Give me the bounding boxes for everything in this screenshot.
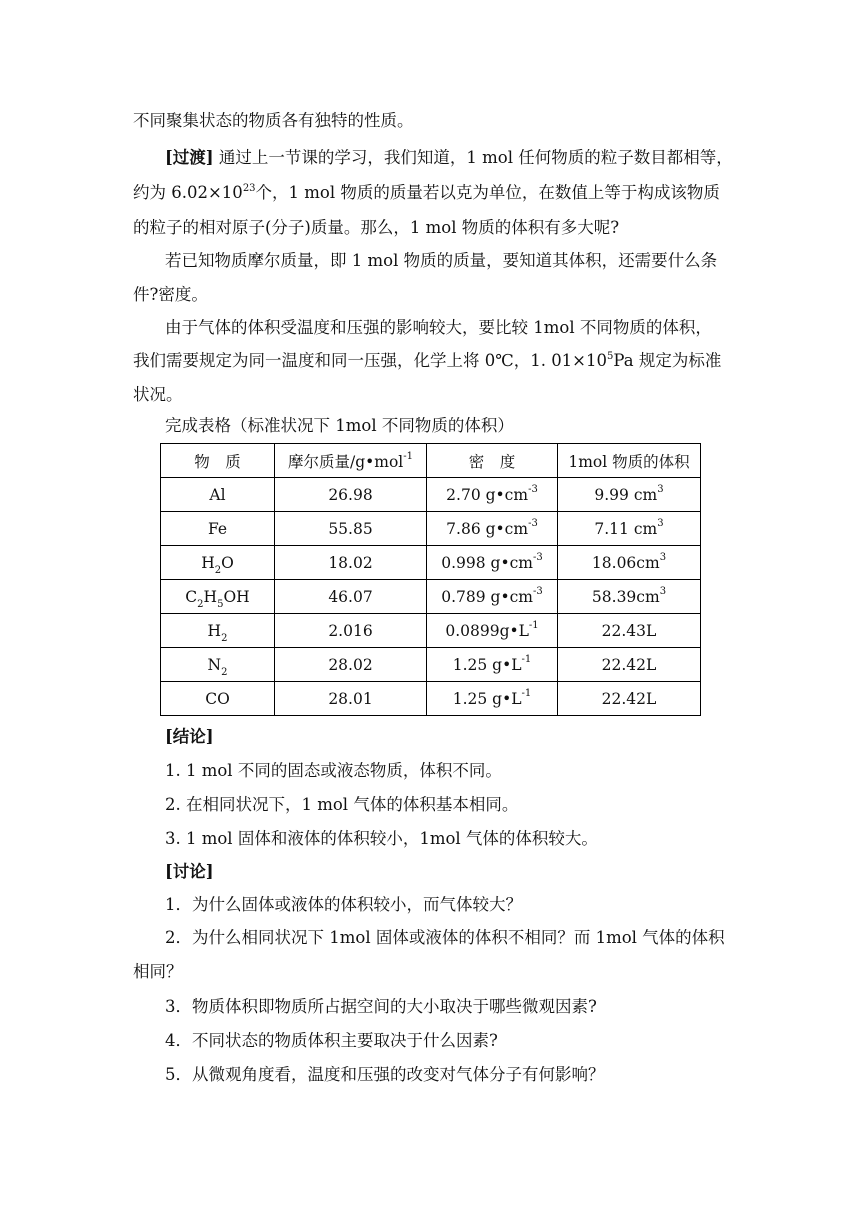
cell-text: -3 [533,552,543,564]
transition-text-1: 通过上一节课的学习，我们知道，1 mol 任何物质的粒子数目都相等， [218,148,733,167]
cell-text: OH [223,587,250,606]
header-molar-mass [275,444,427,478]
cell-text: 0.789 g•cm [441,587,533,606]
cell-text: 2 [197,598,204,610]
cell-text: Al [209,485,226,504]
cell-density [427,614,558,648]
header-volume: 1mol 物质的体积 [558,444,701,478]
cell-density [427,682,558,716]
cell-text: -3 [533,586,543,598]
standard-text-2a: 我们需要规定为同一温度和同一压强，化学上将 0℃，1. 01×10 [133,351,608,370]
cell-volume [558,512,701,546]
transition-line-1 [165,141,733,175]
cell-volume [558,580,701,614]
cell-text: Fe [207,519,228,538]
cell-substance [161,682,275,716]
cell-text: 55.85 [328,519,373,538]
molar-volume-table [160,443,701,716]
discussion-item-4: 4．不同状态的物质体积主要取决于什么因素? [165,1031,498,1050]
cell-text: 18.02 [328,553,373,572]
cell-molar-mass [275,478,427,512]
cell-volume [558,546,701,580]
standard-line-2 [133,344,721,378]
cell-text: 0.998 g•cm [441,553,533,572]
cell-text: C [185,587,198,606]
cell-text: H [207,621,222,640]
cell-text: 7.86 g•cm [446,519,529,538]
conclusion-item-1: 1. 1 mol 不同的固态或液态物质，体积不同。 [165,761,502,780]
cell-molar-mass [275,648,427,682]
cell-molar-mass [275,512,427,546]
discussion-item-1: 1．为什么固体或液体的体积较小，而气体较大？ [165,895,522,914]
cell-density [427,648,558,682]
cell-volume [558,478,701,512]
transition-text-2a: 约为 6.02×10 [133,183,243,202]
standard-line-1: 由于气体的体积受温度和压强的影响较大，要比较 1mol 不同物质的体积， [165,318,712,337]
cell-molar-mass [275,614,427,648]
table-row [161,682,701,716]
density-line-2: 件?密度。 [133,285,208,304]
cell-molar-mass [275,682,427,716]
cell-text: 22.42L [601,689,657,708]
avogadro-exponent: 23 [242,182,256,194]
transition-line-2 [133,176,720,210]
cell-text: 22.42L [601,655,657,674]
cell-molar-mass [275,546,427,580]
cell-text: 3 [657,484,664,496]
cell-substance [161,512,275,546]
transition-text-2b: 个，1 mol 物质的质量若以克为单位，在数值上等于构成该物质 [255,183,720,202]
cell-molar-mass [275,580,427,614]
table-row [161,580,701,614]
cell-text: -1 [521,654,532,666]
header-molar-mass-exp: -1 [403,451,414,463]
cell-substance [161,648,275,682]
cell-text: 0.0899g•L [445,621,529,640]
cell-text: 26.98 [328,485,373,504]
cell-substance [161,546,275,580]
table-row [161,648,701,682]
cell-text: 22.43L [601,621,657,640]
standard-line-3: 状况。 [133,385,183,404]
cell-density [427,478,558,512]
cell-text: 2.70 g•cm [446,485,529,504]
cell-substance [161,614,275,648]
discussion-heading: [讨论] [165,862,214,881]
discussion-item-2: 2．为什么相同状况下 1mol 固体或液体的体积不相同？而 1mol 气体的体积 [165,928,725,947]
cell-text: 28.01 [328,689,373,708]
density-line-1: 若已知物质摩尔质量，即 1 mol 物质的质量，要知道其体积，还需要什么条 [165,251,718,270]
cell-text: H [201,553,215,572]
cell-text: 1.25 g•L [452,689,522,708]
transition-tag: [过渡] [165,148,214,167]
cell-density [427,546,558,580]
cell-density [427,512,558,546]
standard-text-2b: Pa 规定为标准 [613,351,722,370]
cell-text: 3 [659,552,667,564]
cell-text: CO [205,689,230,708]
cell-text: 58.39cm [591,587,660,606]
transition-line-3: 的粒子的相对原子(分子)质量。那么，1 mol 物质的体积有多大呢? [133,218,620,237]
intro-line: 不同聚集状态的物质各有独特的性质。 [133,111,414,130]
cell-text: 5 [217,598,224,610]
header-substance: 物 质 [161,444,275,478]
cell-density [427,580,558,614]
header-density: 密 度 [427,444,558,478]
cell-text: 2 [221,632,228,644]
cell-text: H [203,587,218,606]
cell-text: 3 [657,518,664,530]
conclusion-item-2: 2. 在相同状况下，1 mol 气体的体积基本相同。 [165,795,519,814]
cell-text: 1.25 g•L [452,655,522,674]
cell-substance [161,478,275,512]
cell-text: 2.016 [328,621,373,640]
cell-substance [161,580,275,614]
table-row [161,478,701,512]
cell-text: 9.99 cm [594,485,658,504]
table-row [161,512,701,546]
discussion-item-2-cont: 相同？ [133,962,183,981]
cell-text: -1 [521,688,532,700]
cell-volume [558,682,701,716]
cell-text: 46.07 [328,587,373,606]
cell-text: O [221,553,234,572]
table-row [161,546,701,580]
cell-volume [558,648,701,682]
cell-text: 28.02 [328,655,373,674]
header-molar-mass-text: 摩尔质量/g•mol [287,452,404,471]
cell-text: 3 [659,586,667,598]
pressure-exponent: 5 [607,350,614,362]
discussion-item-3: 3．物质体积即物质所占据空间的大小取决于哪些微观因素? [165,997,597,1016]
cell-text: 2 [214,564,222,576]
cell-volume [558,614,701,648]
table-row [161,614,701,648]
cell-text: N [207,655,222,674]
cell-text: 7.11 cm [594,519,658,538]
table-header-row [161,444,701,478]
cell-text: 2 [221,666,228,678]
conclusion-item-3: 3. 1 mol 固体和液体的体积较小，1mol 气体的体积较大。 [165,829,598,848]
cell-text: -3 [528,518,538,530]
cell-text: -3 [528,484,538,496]
cell-text: -1 [528,620,539,632]
conclusion-heading: [结论] [165,727,214,746]
table-caption: 完成表格（标准状况下 1mol 不同物质的体积） [165,416,514,435]
cell-text: 18.06cm [591,553,660,572]
discussion-item-5: 5．从微观角度看，温度和压强的改变对气体分子有何影响？ [165,1065,605,1084]
